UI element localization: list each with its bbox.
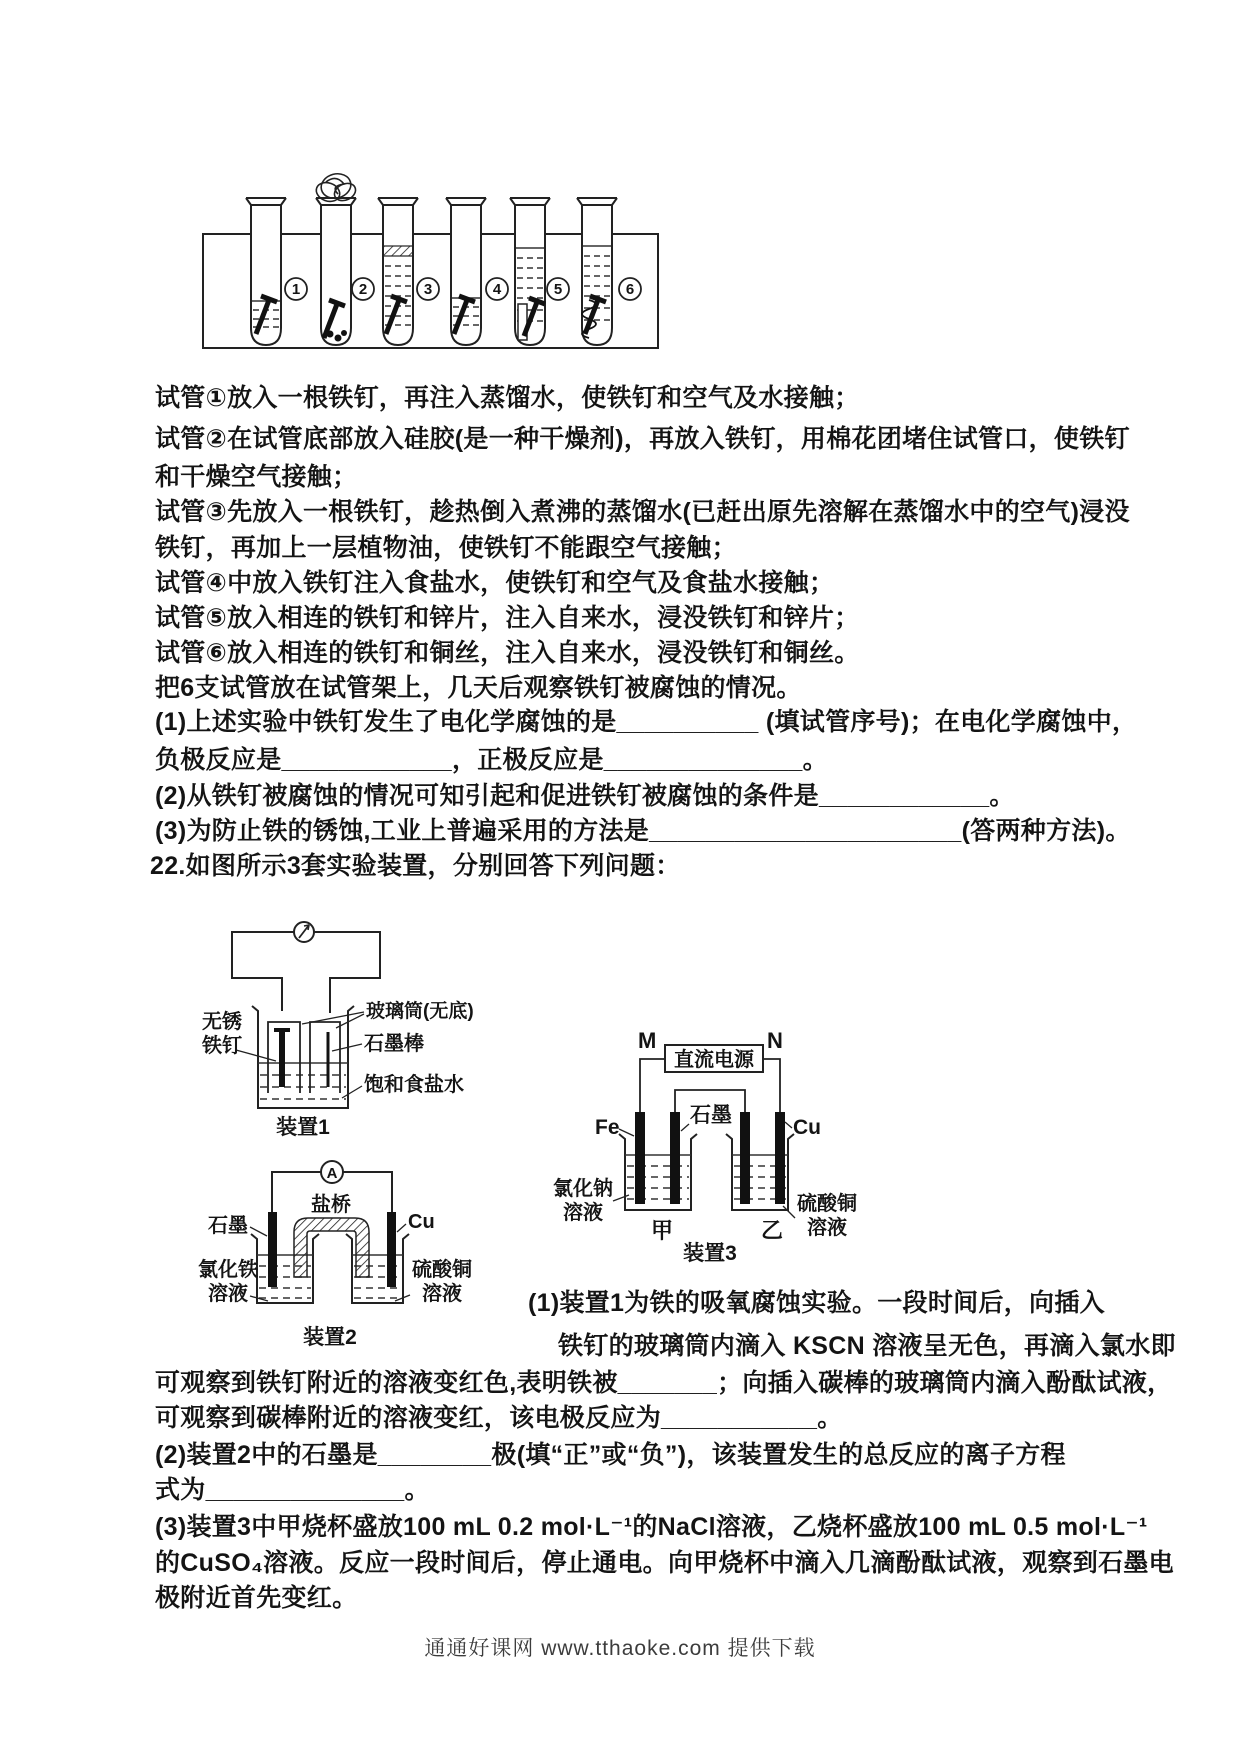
cuso4-label-line2: 溶液 (807, 1217, 847, 1239)
wire (640, 1059, 665, 1112)
salt-bridge (294, 1218, 369, 1277)
graphite-label: 石墨 (690, 1104, 732, 1127)
test-tube-2 (321, 205, 351, 345)
oil-layer (383, 246, 413, 256)
graphite-electrode-1 (670, 1112, 680, 1204)
question-22-title: 22.如图所示3套实验装置，分别回答下列问题： (150, 852, 681, 880)
nacl-solution (625, 1155, 691, 1199)
tube4-description: 试管④中放入铁钉注入食盐水，使铁钉和空气及食盐水接触； (155, 569, 835, 597)
beaker-yi-label: 乙 (761, 1218, 784, 1243)
terminal-n: N (767, 1028, 783, 1053)
tube-number-5: 5 (553, 281, 563, 298)
q22-part1-line4: 可观察到碳棒附近的溶液变红，该电极反应为___________。 (155, 1404, 843, 1432)
tube2-description: 试管②在试管底部放入硅胶(是一种干燥剂)，再放入铁钉，用棉花团堵住试管口，使铁钉 (155, 425, 1130, 453)
q22-part1-line1: (1)装置1为铁的吸氧腐蚀实验。一段时间后，向插入 (528, 1289, 1105, 1317)
right-solution-label-line1: 硫酸铜 (412, 1259, 472, 1281)
wire (232, 932, 294, 1011)
brine-label: 饱和食盐水 (364, 1074, 464, 1096)
fe-electrode (635, 1112, 645, 1204)
observation-note: 把6支试管放在试管架上，几天后观察铁钉被腐蚀的情况。 (155, 674, 802, 702)
right-solution-label-line2: 溶液 (422, 1283, 462, 1305)
q22-part3-line1: (3)装置3中甲烧杯盛放100 mL 0.2 mol·L⁻¹的NaCl溶液，乙烧杯盛放100 mL 0.5 mol·L⁻¹ (155, 1513, 1148, 1541)
graphite-label: 石墨 (208, 1215, 248, 1237)
terminal-m: M (638, 1028, 657, 1053)
salt-bridge-label: 盐桥 (311, 1194, 351, 1216)
cotton-plug-icon (314, 171, 359, 205)
device1-diagram (190, 895, 510, 1140)
beaker-jia-label: 甲 (651, 1218, 674, 1243)
cu-label: Cu (793, 1116, 821, 1139)
tube3-description-cont: 铁钉，再加上一层植物油，使铁钉不能跟空气接触； (155, 534, 737, 562)
nacl-label-line1: 氯化钠 (553, 1178, 613, 1200)
galvanometer-icon (294, 922, 314, 942)
iron-nail-electrode (274, 1030, 290, 1087)
nail-label-line2: 铁钉 (202, 1035, 242, 1057)
question-1: (1)上述实验中铁钉发生了电化学腐蚀的是__________ (填试管序号)；在电化学腐蚀中， (155, 708, 1138, 736)
brine-liquid (258, 1063, 348, 1099)
graphite-electrode (268, 1212, 277, 1287)
nail-label-line1: 无锈 (202, 1011, 242, 1033)
cuso4-label-line1: 硫酸铜 (797, 1193, 857, 1215)
q22-part2-line1: (2)装置2中的石墨是________极(填“正”或“负”)，该装置发生的总反应的离子方程 (155, 1441, 1066, 1469)
tube-number-3: 3 (423, 281, 433, 298)
tube-number-4: 4 (492, 281, 502, 298)
graphite-rod-label: 石墨棒 (364, 1033, 424, 1055)
tube-number-6: 6 (625, 281, 635, 298)
device3-caption: 装置3 (683, 1242, 737, 1265)
fe-label: Fe (595, 1116, 620, 1139)
device1-caption: 装置1 (276, 1116, 330, 1139)
question-2: (2)从铁钉被腐蚀的情况可知引起和促进铁钉被腐蚀的条件是____________。 (155, 782, 1015, 810)
glass-cylinder-right (310, 1022, 340, 1093)
wire (763, 1059, 780, 1112)
tube-number-1: 1 (291, 281, 301, 298)
device2-diagram (190, 1148, 500, 1348)
tube3-description: 试管③先放入一根铁钉，趁热倒入煮沸的蒸馏水(已赶出原先溶解在蒸馏水中的空气)浸没 (155, 498, 1130, 526)
tube5-description: 试管⑤放入相连的铁钉和锌片，注入自来水，浸没铁钉和锌片； (155, 604, 860, 632)
copper-electrode (387, 1212, 396, 1287)
q22-part2-line2: 式为______________。 (155, 1476, 430, 1504)
test-tube-rack-diagram (185, 148, 675, 353)
tube2-description-cont: 和干燥空气接触； (155, 463, 358, 491)
q22-part3-line3: 极附近首先变红。 (155, 1584, 358, 1612)
tube1-description: 试管①放入一根铁钉，再注入蒸馏水，使铁钉和空气及水接触； (155, 384, 860, 412)
question-1-cont: 负极反应是____________，正极反应是______________。 (155, 746, 828, 774)
beaker-left (251, 1234, 319, 1303)
ammeter-letter: A (326, 1165, 338, 1182)
copper-label: Cu (408, 1211, 435, 1233)
device3-diagram (535, 1012, 915, 1267)
left-solution-label-line1: 氯化铁 (198, 1259, 258, 1281)
tube6-description: 试管⑥放入相连的铁钉和铜丝，注入自来水，浸没铁钉和铜丝。 (155, 639, 860, 667)
nacl-label-line2: 溶液 (563, 1202, 603, 1224)
q22-part3-line2: 的CuSO₄溶液。反应一段时间后，停止通电。向甲烧杯中滴入几滴酚酞试液，观察到石墨电 (155, 1549, 1174, 1577)
device2-caption: 装置2 (303, 1326, 357, 1348)
glass-tube-label: 玻璃筒(无底) (366, 1001, 474, 1022)
test-tube-1 (251, 205, 281, 345)
dc-power-label: 直流电源 (674, 1049, 754, 1071)
tube-number-2: 2 (358, 281, 368, 298)
footer-watermark: 通通好课网 www.tthaoke.com 提供下载 (424, 1637, 816, 1660)
graphite-electrode-2 (740, 1112, 750, 1204)
q22-part1-line3: 可观察到铁钉附近的溶液变红色,表明铁被_______；向插入碳棒的玻璃筒内滴入酚酞试液， (155, 1369, 1173, 1397)
left-solution-label-line2: 溶液 (208, 1283, 248, 1305)
cu-electrode (775, 1112, 785, 1204)
q22-part1-line2: 铁钉的玻璃筒内滴入 KSCN 溶液呈无色，再滴入氯水即 (558, 1332, 1176, 1360)
question-3: (3)为防止铁的锈蚀,工业上普遍采用的方法是______________________(答两种方法)。 (155, 817, 1131, 845)
